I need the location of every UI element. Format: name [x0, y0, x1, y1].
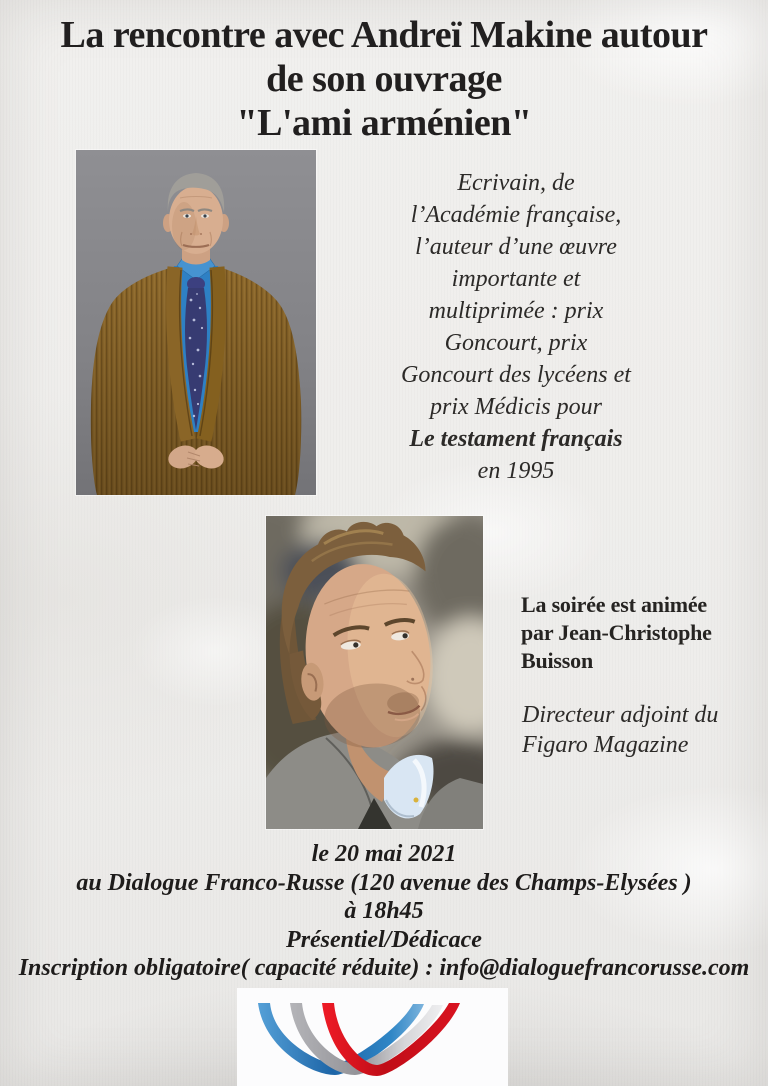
makine-portrait-photo [76, 150, 316, 495]
host-announcement [521, 591, 751, 675]
event-registration: Inscription obligatoire( capacité réduite) : info@dialoguefrancorusse.com [18, 955, 750, 981]
title-line: de son ouvrage [266, 58, 502, 100]
host-line: Buisson [521, 648, 593, 673]
bio-line: Goncourt des lycéens et [401, 362, 631, 388]
bio-line: Ecrivain, de [457, 170, 575, 196]
event-time: à 18h45 [344, 898, 424, 924]
title-line: "L'ami arménien" [236, 102, 532, 144]
bio-line: prix Médicis pour [430, 394, 602, 420]
bio-line: en 1995 [477, 458, 555, 484]
bio-line: l’Académie française, [410, 202, 622, 228]
author-bio [376, 167, 656, 487]
makine-portrait-illustration [76, 150, 316, 495]
buisson-portrait-photo [266, 516, 483, 829]
page-title [0, 13, 768, 145]
host-line: par Jean-Christophe [521, 620, 712, 645]
bio-line: l’auteur d’une œuvre [415, 234, 617, 260]
bio-line: importante et [451, 266, 581, 292]
bio-line: Goncourt, prix [444, 330, 588, 356]
event-venue: au Dialogue Franco-Russe (120 avenue des Champs-Elysées ) [76, 869, 692, 896]
dialogue-franco-russe-logo [257, 1000, 461, 1078]
title-line: La rencontre avec Andreï Makine autour [60, 14, 708, 56]
logo-panel [237, 988, 508, 1086]
buisson-portrait-illustration [266, 516, 483, 829]
host-line: La soirée est animée [521, 592, 707, 617]
host-role-line: Directeur adjoint du [522, 702, 719, 728]
event-details [0, 840, 768, 983]
host-role-line: Figaro Magazine [522, 732, 689, 758]
bio-book-title: Le testament français [409, 426, 623, 452]
host-role [522, 700, 752, 760]
bio-line: multiprimée : prix [428, 298, 604, 324]
event-format: Présentiel/Dédicace [286, 926, 482, 953]
event-date: le 20 mai 2021 [311, 841, 457, 867]
